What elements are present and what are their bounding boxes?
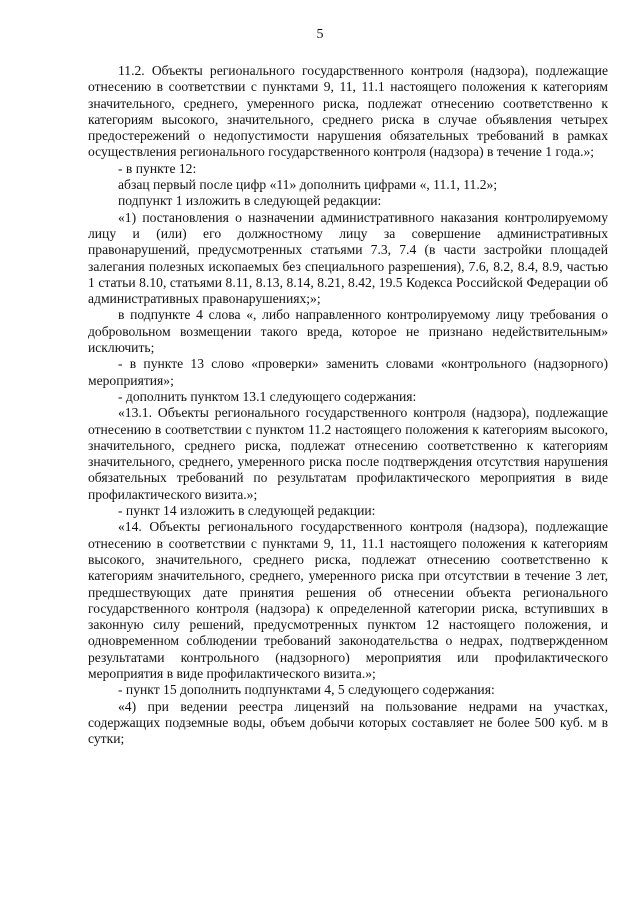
page-number: 5 (316, 27, 324, 42)
paragraph-subitem-1-intro: подпункт 1 изложить в следующей редакции: (118, 193, 382, 209)
paragraph-11-2: 11.2. Объекты регионального государственного контроля (надзора), подлежащие отнесению в соответствии с пунктами 9, 11, 11.1 настоящего положения к категориям значительного, среднего, умеренного риска, подлежат отнесению соответственно к категориям высокого, значительного, среднего риска в случае объявления четырех предостережений о недопустимости нарушения обязательных требований в рамках осуществления регионального государственного контроля (надзора) в течение 1 года.»; (88, 63, 608, 160)
paragraph-item-13-amendment: - в пункте 13 слово «проверки» заменить словами «контрольного (надзорного) мероприятия»; (88, 356, 608, 388)
paragraph-item-15-intro: - пункт 15 дополнить подпунктами 4, 5 следующего содержания: (118, 682, 495, 698)
paragraph-item-12-intro: - в пункте 12: (118, 160, 197, 176)
paragraph-subitem-4-text: «4) при ведении реестра лицензий на пользование недрами на участках, содержащих подземные воды, объем добычи которых составляет не более 500 куб. м в сутки; (88, 698, 608, 747)
paragraph-subitem-4-amendment: в подпункте 4 слова «, либо направленного контролируемому лицу требования о добровольном возмещении такого вреда, которое не признано недействительным» исключить; (88, 307, 608, 356)
paragraph-item-12-first-subparagraph: абзац первый после цифр «11» дополнить цифрами «, 11.1, 11.2»; (118, 177, 498, 193)
paragraph-item-14-intro: - пункт 14 изложить в следующей редакции: (118, 503, 376, 519)
document-body (88, 63, 608, 747)
paragraph-subitem-1-text: «1) постановления о назначении административного наказания контролируемому лицу и (или) его должностному лицу за совершение административных правонарушений, предусмотренных статьями 7.3, 7.4 (в части застройки площадей залегания полезных ископаемых без специального разрешения), 7.6, 8.2, 8.4, 8.9, частью 1 статьи 8.10, статьями 8.11, 8.13, 8.14, 8.21, 8.42, 19.5 Кодекса Российской Федерации об административных правонарушениях;»; (88, 209, 608, 307)
paragraph-item-13-1-intro: - дополнить пунктом 13.1 следующего содержания: (118, 388, 417, 404)
paragraph-item-14-text: «14. Объекты регионального государственного контроля (надзора), подлежащие отнесению в соответствии с пунктами 9, 11, 11.1 настоящего положения к категориям высокого, значительного, среднего риска, подлежат отнесению соответственно к категориям значительного, среднего, умеренного риска при отсутствии в течение 3 лет, предшествующих дате принятия решения об отнесении объекта регионального государственного контроля (надзора) к определенной категории риска, вступивших в законную силу решений, предусмотренных пунктом 12 настоящего положения, и одновременном соблюдении требований законодательства о недрах, подтвержденном результатами контрольного (надзорного) мероприятия или профилактического мероприятия в виде профилактического визита.»; (88, 519, 608, 681)
paragraph-item-13-1-text: «13.1. Объекты регионального государственного контроля (надзора), подлежащие отнесению в соответствии с пунктом 11.2 настоящего положения к категориям высокого, значительного, среднего риска, подлежат отнесению соответственно к категориям значительного, среднего, умеренного риска после подтверждения отсутствия нарушения обязательных требований по результатам профилактического мероприятия в виде профилактического визита.»; (88, 405, 608, 502)
